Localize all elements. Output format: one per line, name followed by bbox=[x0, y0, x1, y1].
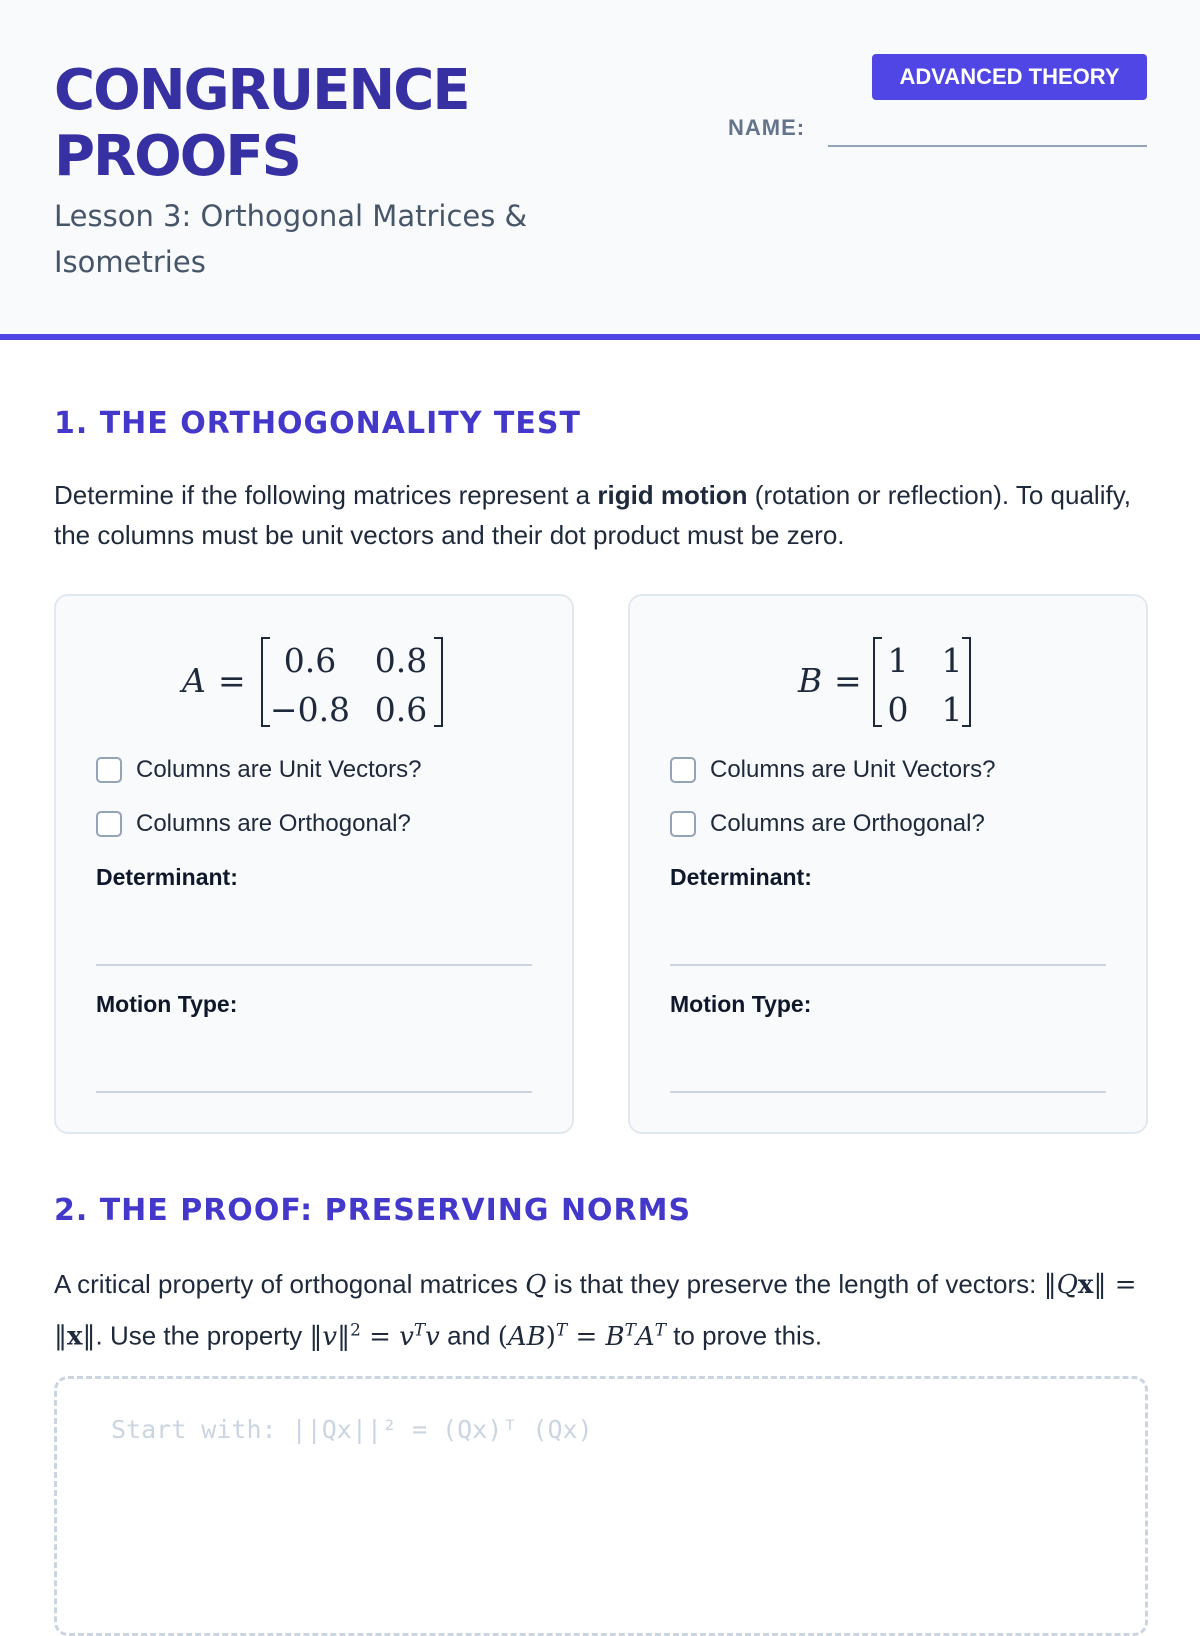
determinant-answer-line-b[interactable] bbox=[670, 964, 1106, 966]
proof-input[interactable] bbox=[109, 1413, 1093, 1597]
matrix-card-a bbox=[54, 594, 574, 1134]
lesson-subtitle: Lesson 3: Orthogonal Matrices & Isometries bbox=[54, 199, 528, 279]
norm-squared-property: ‖v‖$^2$ = $v^Tv$ bbox=[309, 1319, 440, 1352]
matrix-a-left-bracket bbox=[262, 638, 270, 726]
motion-type-answer-line-b[interactable] bbox=[670, 1091, 1106, 1093]
checkbox[interactable] bbox=[96, 757, 122, 783]
proof-text-4: and bbox=[439, 1320, 498, 1351]
matrix-a-equals: = bbox=[218, 661, 246, 700]
worksheet-header bbox=[0, 0, 1200, 340]
orthogonal-check-b[interactable] bbox=[670, 809, 985, 839]
proof-text-3: . Use the property bbox=[95, 1320, 310, 1351]
checkbox-label: Columns are Unit Vectors? bbox=[136, 756, 422, 783]
matrix-q-symbol: Q bbox=[525, 1270, 547, 1300]
proof-text-2: is that they preserve the length of vectors: bbox=[546, 1269, 1044, 1299]
matrix-a-cell-11: 0.6 bbox=[283, 641, 337, 680]
motion-type-label-b: Motion Type: bbox=[670, 991, 812, 1017]
matrix-a-cell-21: −0.8 bbox=[269, 690, 351, 728]
checkbox-label: Columns are Unit Vectors? bbox=[710, 756, 996, 783]
matrix-b-cell-11: 1 bbox=[887, 641, 909, 680]
name-field-line[interactable] bbox=[828, 145, 1147, 147]
checkbox[interactable] bbox=[96, 811, 122, 837]
checkbox-label: Columns are Orthogonal? bbox=[710, 810, 985, 837]
section-1-intro bbox=[54, 475, 1148, 555]
proof-text-5: to prove this. bbox=[665, 1320, 823, 1351]
unit-vectors-check-b[interactable] bbox=[670, 755, 995, 785]
matrix-card-b bbox=[628, 594, 1148, 1134]
name-label: NAME: bbox=[728, 115, 806, 140]
section-1-heading: 1. THE ORTHOGONALITY TEST bbox=[54, 406, 581, 441]
determinant-label-b: Determinant: bbox=[670, 864, 812, 890]
checkbox[interactable] bbox=[670, 811, 696, 837]
motion-type-label-a: Motion Type: bbox=[96, 991, 238, 1017]
unit-vectors-check-a[interactable] bbox=[96, 755, 421, 785]
proof-text-1: A critical property of orthogonal matrices bbox=[54, 1269, 526, 1299]
matrix-b-cell-22: 1 bbox=[941, 690, 963, 728]
title-line-2: PROOFS bbox=[54, 124, 300, 189]
checkbox[interactable] bbox=[670, 757, 696, 783]
matrix-a-right-bracket bbox=[434, 638, 442, 726]
motion-type-answer-line-a[interactable] bbox=[96, 1091, 532, 1093]
determinant-answer-line-a[interactable] bbox=[96, 964, 532, 966]
determinant-label-a: Determinant: bbox=[96, 864, 238, 890]
section-2-intro bbox=[54, 1262, 1148, 1359]
proof-workspace[interactable] bbox=[54, 1376, 1148, 1636]
matrix-a-symbol: A bbox=[182, 661, 206, 700]
intro-bold-term: rigid motion bbox=[597, 480, 748, 510]
matrix-b-left-bracket bbox=[874, 638, 882, 726]
matrix-b-display bbox=[630, 632, 1146, 728]
title-line-1: CONGRUENCE bbox=[54, 58, 469, 123]
page-title bbox=[54, 58, 614, 190]
intro-text-before: Determine if the following matrices represent a bbox=[54, 480, 598, 510]
orthogonal-check-a[interactable] bbox=[96, 809, 411, 839]
matrix-b-cell-12: 1 bbox=[941, 641, 963, 680]
matrix-a-cell-12: 0.8 bbox=[374, 641, 428, 680]
level-badge: ADVANCED THEORY bbox=[872, 54, 1147, 100]
transpose-property: $(AB)^T = B^TA^T$ bbox=[497, 1319, 666, 1352]
norm-equation: ‖Qx‖ = ‖x‖ bbox=[54, 1270, 1137, 1352]
checkbox-label: Columns are Orthogonal? bbox=[136, 810, 411, 837]
matrix-a-cell-22: 0.6 bbox=[374, 690, 428, 728]
matrix-b-equals: = bbox=[834, 661, 862, 700]
matrix-a-display bbox=[56, 632, 572, 728]
matrix-b-cell-21: 0 bbox=[887, 690, 909, 728]
intro-text-after: (rotation or reflection). To qualify, the columns must be unit vectors and their dot product must be zero. bbox=[54, 480, 1131, 550]
section-2-heading: 2. THE PROOF: PRESERVING NORMS bbox=[54, 1193, 692, 1228]
matrix-b-right-bracket bbox=[962, 638, 970, 726]
matrix-b-symbol: B bbox=[798, 661, 823, 700]
